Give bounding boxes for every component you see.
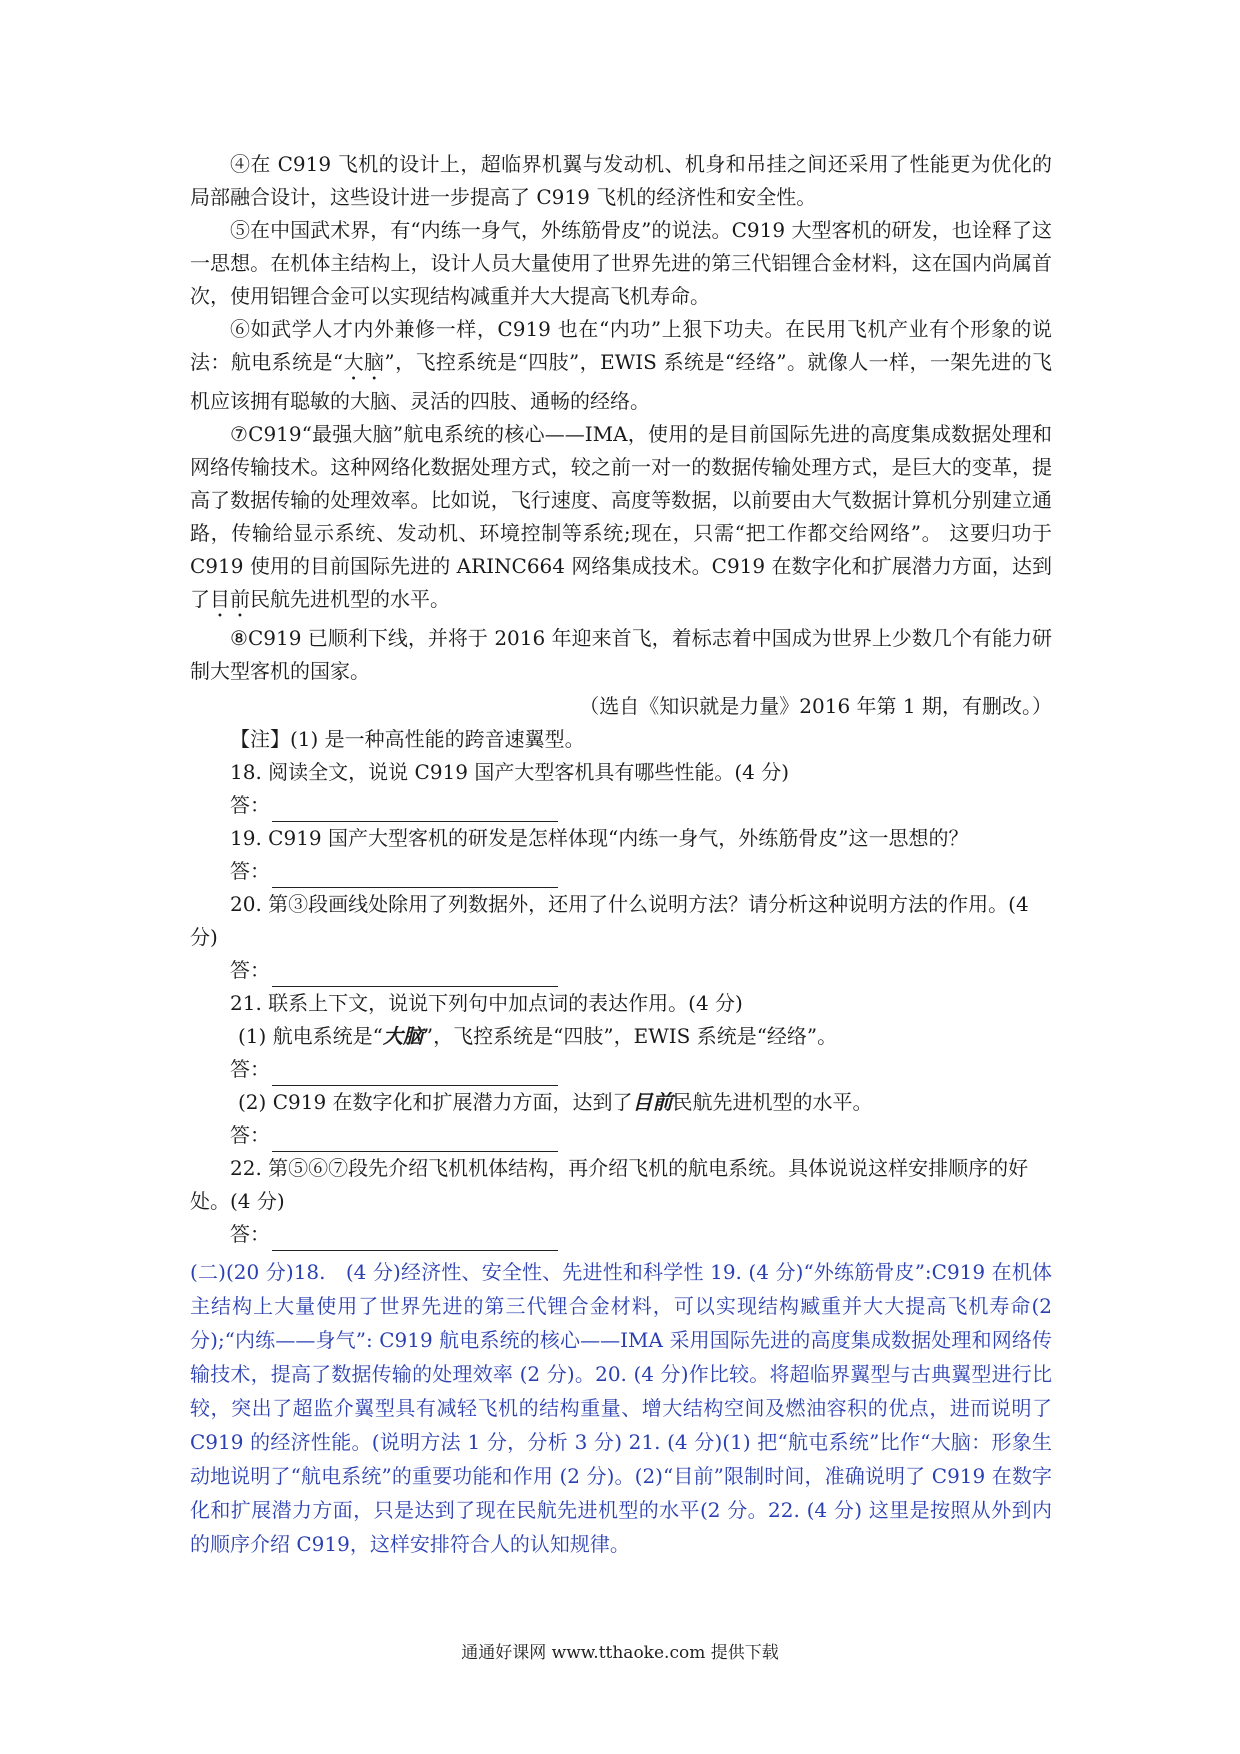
paragraph-7: ⑦C919“最强大脑”航电系统的核心——IMA，使用的是目前国际先进的高度集成数据处理和网络传输技术。这种网络化数据处理方式，较之前一对一的数据传输处理方式，是巨大的变革，提高了数据传输的处理效率。比如说，飞行速度、高度等数据，以前要由大气数据计算机分别建立通路，传输给显示系统、发动机、环境控制等系统;现在，只需“把工作都交给网络”。 这要归功于 C919 使用的目前国际先进的 ARINC664 网络集成技术。C919 在数字化和扩展潜力方面，达到了目前民航先进机型的水平。	[190, 422, 1052, 611]
article-body	[190, 148, 1052, 1561]
answer-line-22[interactable]: 答：	[190, 1218, 1052, 1251]
answer-line-20[interactable]: 答：	[190, 954, 1052, 987]
paragraph-8: ⑧C919 已顺利下线，并将于 2016 年迎来首飞，着标志着中国成为世界上少数几个有能力研制大型客机的国家。	[190, 626, 1052, 683]
question-18: 18. 阅读全文，说说 C919 国产大型客机具有哪些性能。(4 分)	[230, 760, 790, 784]
answer-blank[interactable]	[272, 962, 558, 987]
footer-download-note: 通通好课网 www.tthaoke.com 提供下载	[461, 1643, 779, 1663]
answer-line-21-2[interactable]: 答：	[190, 1119, 1052, 1152]
paragraph-6: ⑥如武学人才内外兼修一样，C919 也在“内功”上狠下功夫。在民用飞机产业有个形象的说法：航电系统是“大脑”，飞控系统是“四肢”，EWIS 系统是“经络”。就像人一样，一架先进的飞机应该拥有聪敏的大脑、灵活的四肢、通畅的经络。	[190, 317, 1053, 413]
question-21-part-1: (1) 航电系统是“大脑”，飞控系统是“四肢”，EWIS 系统是“经络”。	[238, 1024, 838, 1048]
question-22: 22. 第⑤⑥⑦段先介绍飞机机体结构，再介绍飞机的航电系统。具体说说这样安排顺序的好处。(4 分)	[190, 1156, 1029, 1213]
answer-blank[interactable]	[272, 1127, 558, 1152]
question-20: 20. 第③段画线处除用了列数据外，还用了什么说明方法？请分析这种说明方法的作用。(4 分)	[190, 892, 1029, 949]
answer-line-19[interactable]: 答：	[190, 855, 1052, 888]
source-citation: （选自《知识就是力量》2016 年第 1 期，有删改。）	[579, 694, 1052, 718]
dotted-word-brain: 大脑	[343, 350, 385, 374]
paragraph-4: ④在 C919 飞机的设计上，超临界机翼与发动机、机身和吊挂之间还采用了性能更为优化的局部融合设计，这些设计进一步提高了 C919 飞机的经济性和安全性。	[190, 152, 1052, 209]
dotted-word-current: 目前	[210, 587, 250, 611]
answer-blank[interactable]	[272, 1226, 558, 1251]
answer-line-21-1[interactable]: 答：	[190, 1053, 1052, 1086]
answer-blank[interactable]	[272, 797, 558, 822]
question-19: 19. C919 国产大型客机的研发是怎样体现“内练一身气，外练筋骨皮”这一思想的？	[230, 826, 969, 850]
paragraph-5: ⑤在中国武术界，有“内练一身气，外练筋骨皮”的说法。C919 大型客机的研发，也诠释了这一思想。在机体主结构上，设计人员大量使用了世界先进的第三代铝锂合金材料，这在国内尚属首次，使用铝锂合金可以实现结构减重并大大提高飞机寿命。	[190, 218, 1052, 308]
answer-line-18[interactable]: 答：	[190, 789, 1052, 822]
answer-blank[interactable]	[272, 1061, 558, 1086]
question-21-part-2: (2) C919 在数字化和扩展潜力方面，达到了目前民航先进机型的水平。	[238, 1090, 873, 1114]
question-21: 21. 联系上下文，说说下列句中加点词的表达作用。(4 分)	[230, 991, 743, 1015]
answer-key: (二)(20 分)18. (4 分)经济性、安全性、先进性和科学性 19. (4 分)“外练筋骨皮”:C919 在机体主结构上大量使用了世界先进的第三代锂合金材料，可以实现结构臧重并大大提高飞机寿命(2 分);“内练——身气”: C919 航电系统的核心——IMA 采用国际先进的高度集成数据处理和网络传输技术，提高了数据传输的处理效率 (2 分)。20. (4 分)作比较。将超临界翼型与古典翼型进行比较，突出了超监介翼型具有减轻飞机的结构重量、增大结构空间及燃油容积的优点，进而说明了 C919 的经济性能。(说明方法 1 分，分析 3 分) 21. (4 分)(1) 把“航屯系统”比作“大脑：形象生动地说明了“航电系统”的重要功能和作用 (2 分)。(2)“目前”限制时间，准确说明了 C919 在数字化和扩展潜力方面，只是达到了现在民航先进机型的水平(2 分。22. (4 分) 这里是按照从外到内的顺序介绍 C919，这样安排符合人的认知规律。	[190, 1260, 1052, 1556]
footnote: 【注】(1) 是一种高性能的跨音速翼型。	[230, 727, 585, 751]
answer-blank[interactable]	[272, 863, 558, 888]
